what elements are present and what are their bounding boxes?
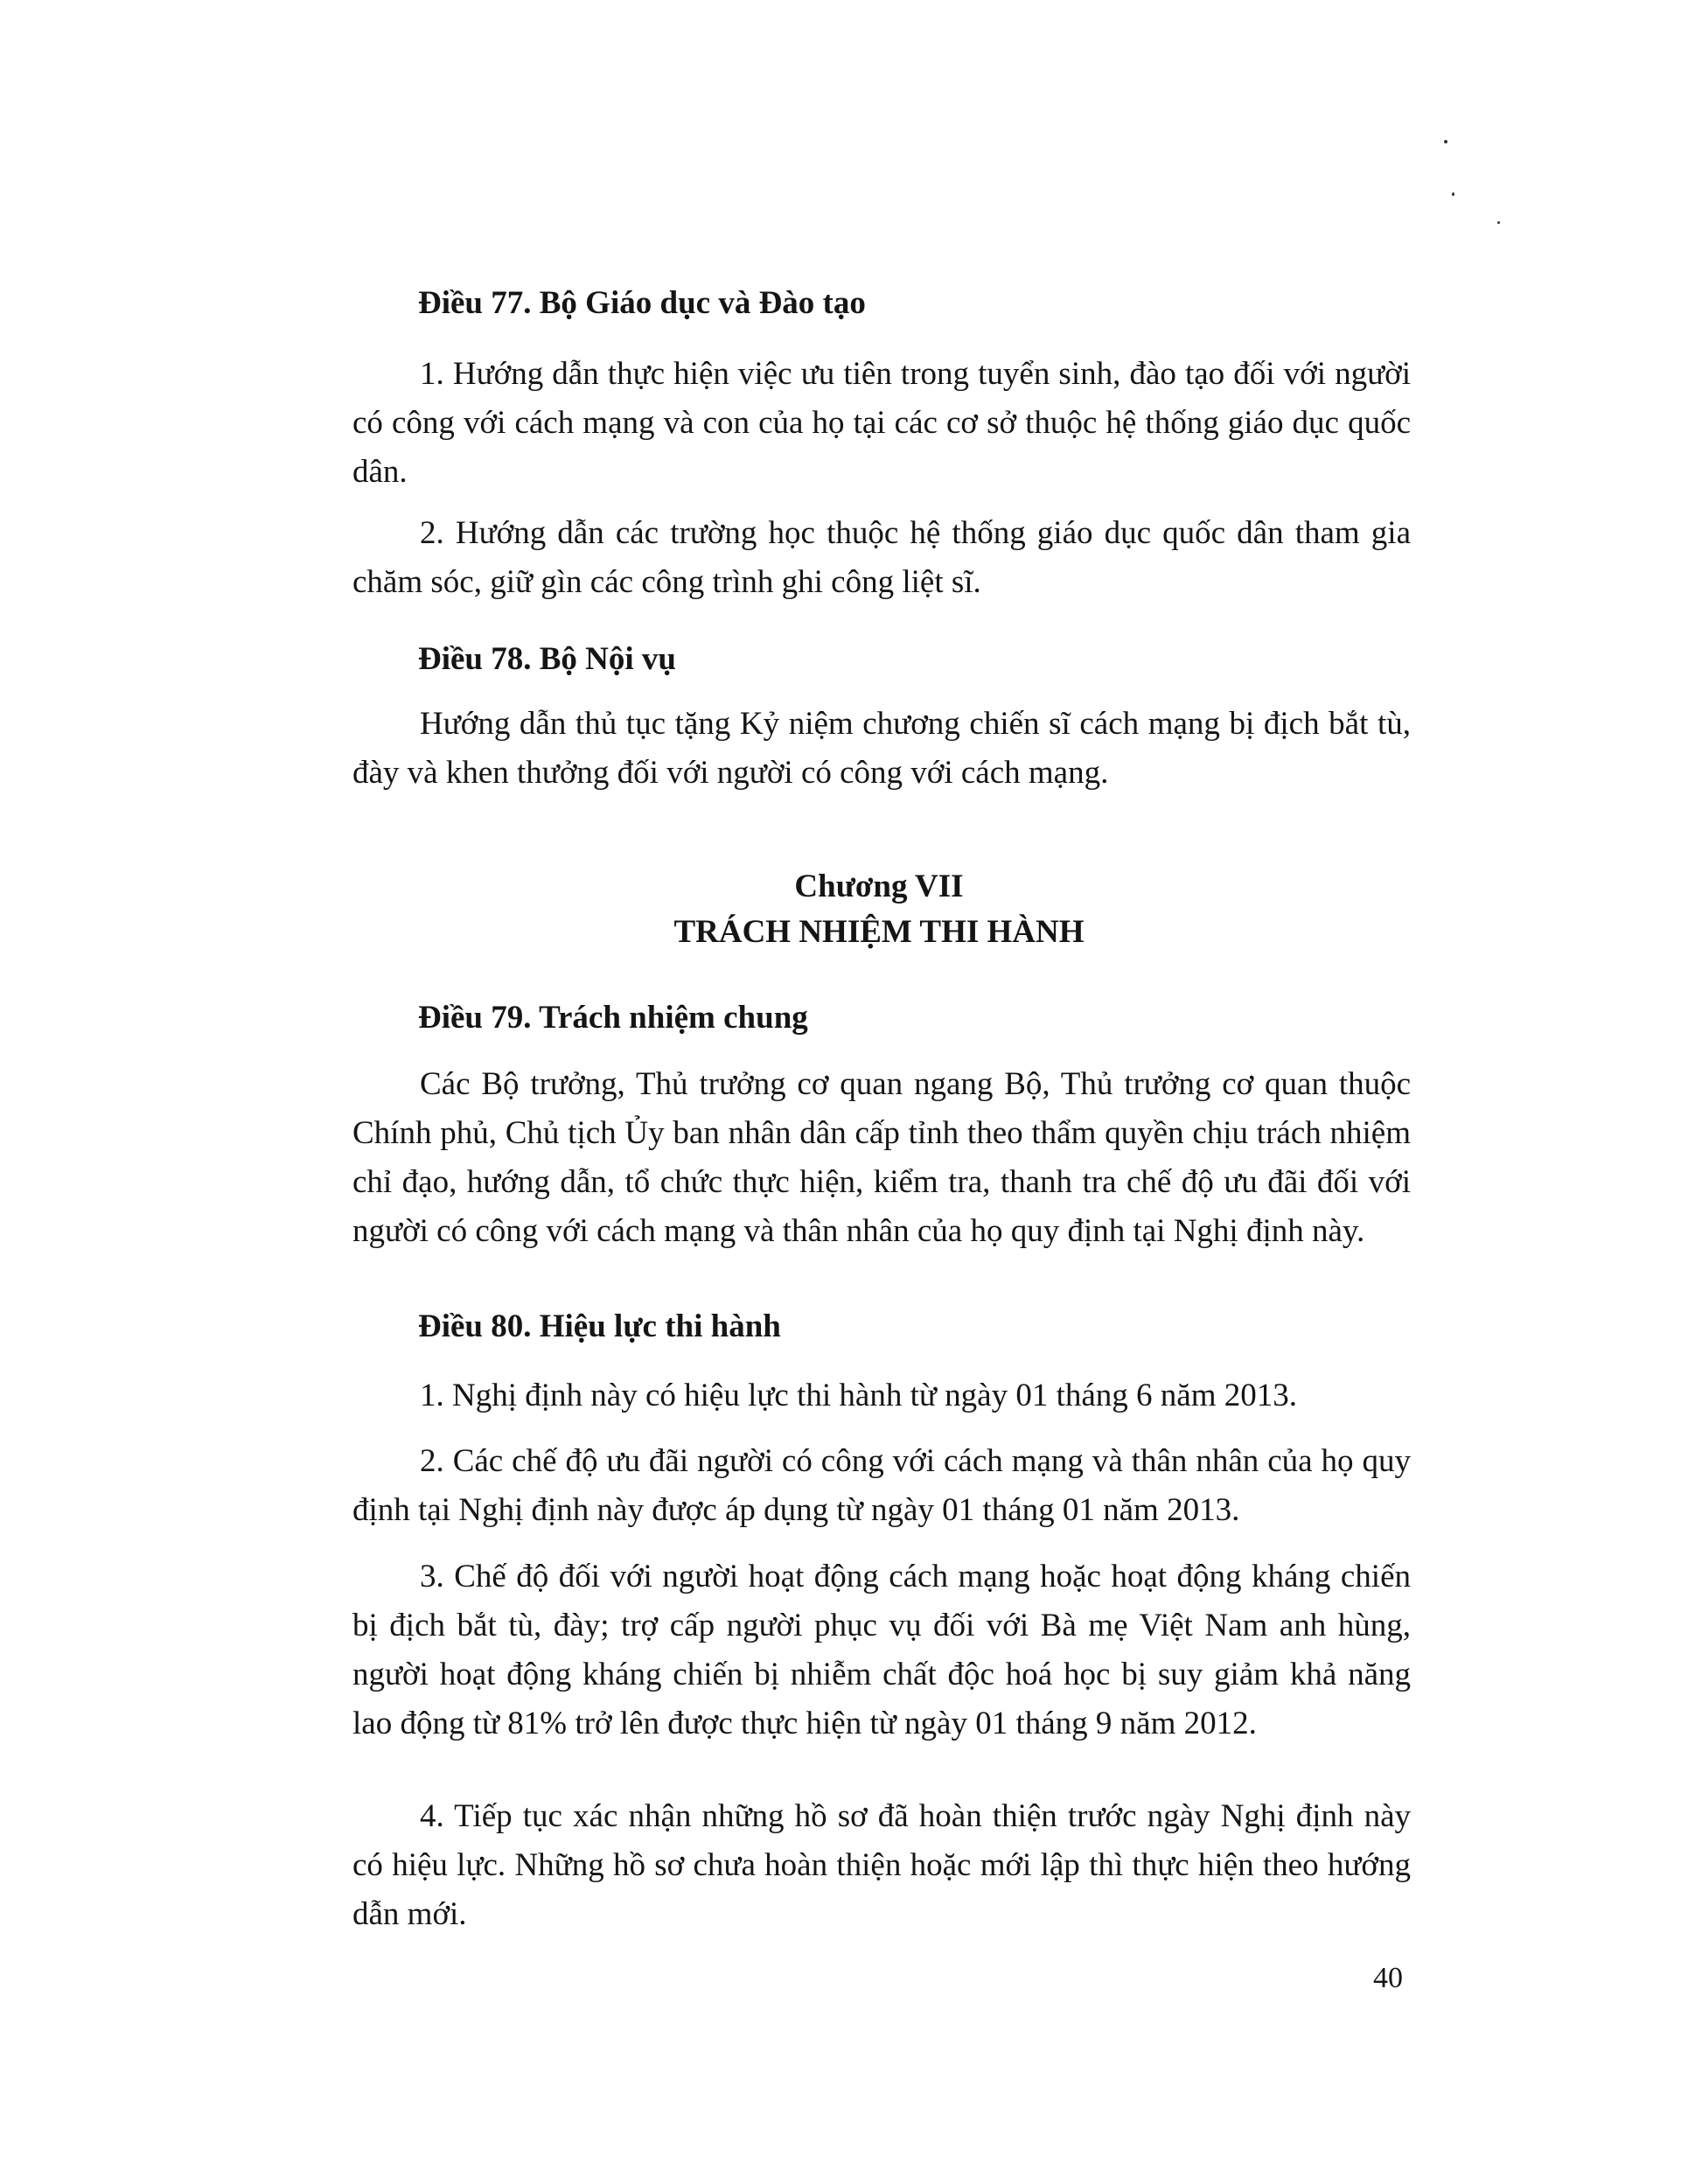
article-79-paragraph-1: Các Bộ trưởng, Thủ trưởng cơ quan ngang Bộ, Thủ trưởng cơ quan thuộc Chính phủ, Chủ tịch Ủy ban nhân dân cấp tỉnh theo thẩm quyền chịu trách nhiệm chỉ đạo, hướng dẫn, tổ chức thực hiện, kiểm tra, thanh tra chế độ ưu đãi đối với người có công với cách mạng và thân nhân của họ quy định tại Nghị định này. [352, 1066, 1411, 1249]
scan-speck [1497, 221, 1500, 224]
article-80-paragraph-2: 2. Các chế độ ưu đãi người có công với cách mạng và thân nhân của họ quy định tại Nghị định này được áp dụng từ ngày 01 tháng 01 năm 2013. [352, 1443, 1411, 1528]
chapter-title: TRÁCH NHIỆM THI HÀNH [673, 914, 1085, 950]
article-78-heading: Điều 78. Bộ Nội vụ [418, 641, 677, 677]
article-80-paragraph-4: 4. Tiếp tục xác nhận những hồ sơ đã hoàn thiện trước ngày Nghị định này có hiệu lực. Những hồ sơ chưa hoàn thiện hoặc mới lập thì thực hiện theo hướng dẫn mới. [352, 1798, 1411, 1932]
article-80-paragraph-1: 1. Nghị định này có hiệu lực thi hành từ ngày 01 tháng 6 năm 2013. [420, 1378, 1297, 1413]
scan-speck [1452, 192, 1454, 196]
scan-speck [1444, 140, 1447, 143]
article-80-heading: Điều 80. Hiệu lực thi hành [418, 1308, 781, 1344]
chapter-number: Chương VII [794, 869, 964, 904]
article-80-paragraph-3: 3. Chế độ đối với người hoạt động cách mạng hoặc hoạt động kháng chiến bị địch bắt tù, đày; trợ cấp người phục vụ đối với Bà mẹ Việt Nam anh hùng, người hoạt động kháng chiến bị nhiễm chất độc hoá học bị suy giảm khả năng lao động từ 81% trở lên được thực hiện từ ngày 01 tháng 9 năm 2012. [352, 1559, 1411, 1741]
article-79-heading: Điều 79. Trách nhiệm chung [418, 1000, 808, 1036]
article-77-heading: Điều 77. Bộ Giáo dục và Đào tạo [418, 285, 866, 321]
page-number: 40 [1373, 1962, 1403, 1994]
article-77-paragraph-1: 1. Hướng dẫn thực hiện việc ưu tiên trong tuyển sinh, đào tạo đối với người có công với cách mạng và con của họ tại các cơ sở thuộc hệ thống giáo dục quốc dân. [352, 356, 1411, 490]
article-77-paragraph-2: 2. Hướng dẫn các trường học thuộc hệ thống giáo dục quốc dân tham gia chăm sóc, giữ gìn các công trình ghi công liệt sĩ. [352, 515, 1411, 600]
article-78-paragraph-1: Hướng dẫn thủ tục tặng Kỷ niệm chương chiến sĩ cách mạng bị địch bắt tù, đày và khen thưởng đối với người có công với cách mạng. [352, 706, 1411, 791]
